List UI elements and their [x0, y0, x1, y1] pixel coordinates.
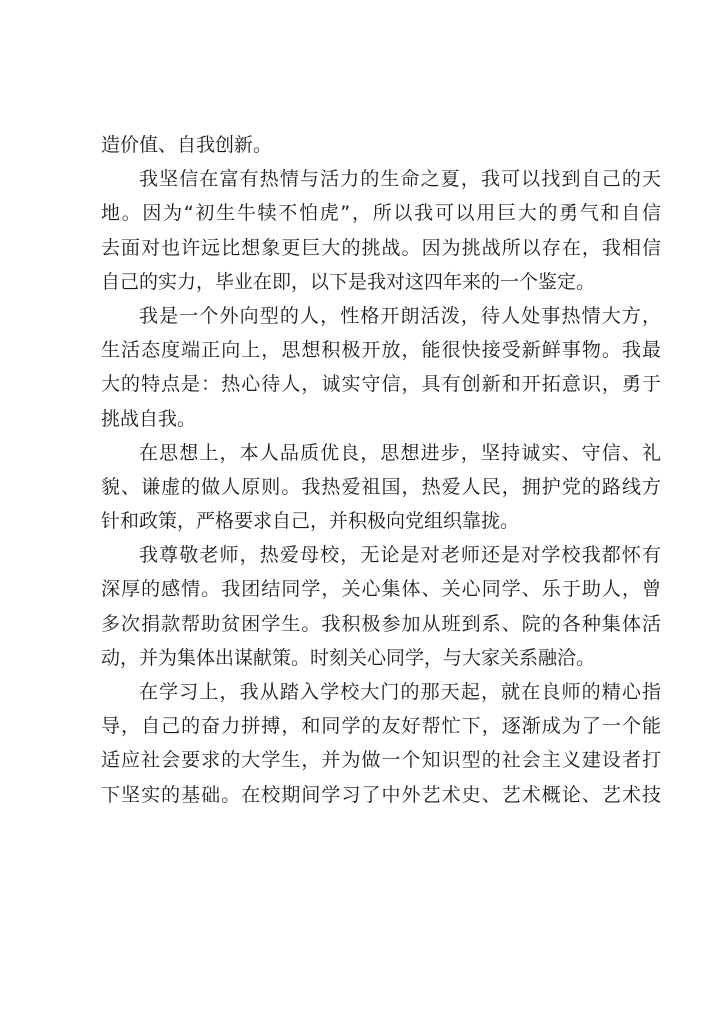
- text-line: 我是一个外向型的人，性格开朗活泼，待人处事热情大方，: [139, 304, 661, 327]
- text-line: 多次捐款帮助贫困学生。我积极参加从班到系、院的各种集体活: [101, 612, 661, 635]
- text-line: 造价值、自我创新。: [101, 134, 273, 156]
- text-line: 去面对也许远比想象更巨大的挑战。因为挑战所以存在，我相信: [101, 236, 661, 259]
- paragraph: [101, 538, 661, 675]
- text-line: 地。因为“初生牛犊不怕虎”，所以我可以用巨大的勇气和自信: [101, 202, 661, 225]
- text-line: 深厚的感情。我团结同学，关心集体、关心同学、乐于助人，曾: [101, 578, 661, 601]
- text-line: 导，自己的奋力拼搏，和同学的友好帮忙下，逐渐成为了一个能: [101, 715, 661, 738]
- text-line: 貌、谦虚的做人原则。我热爱祖国，热爱人民，拥护党的路线方: [101, 475, 661, 498]
- text-line: 在思想上，本人品质优良，思想进步，坚持诚实、守信、礼: [139, 441, 661, 464]
- text-line: 自己的实力，毕业在即，以下是我对这四年来的一个鉴定。: [101, 270, 596, 293]
- paragraph: [101, 436, 661, 539]
- text-line: 下坚实的基础。在校期间学习了中外艺术史、艺术概论、艺术技: [101, 783, 661, 806]
- text-line: 适应社会要求的大学生，并为做一个知识型的社会主义建设者打: [101, 749, 661, 772]
- paragraph: [101, 128, 661, 162]
- text-line: 针和政策，严格要求自己，并积极向党组织靠拢。: [101, 510, 520, 533]
- text-line: 动，并为集体出谋献策。时刻关心同学，与大家关系融洽。: [101, 646, 596, 669]
- text-line: 在学习上，我从踏入学校大门的那天起，就在良师的精心指: [139, 681, 661, 703]
- paragraph: [101, 299, 661, 436]
- paragraph: [101, 162, 661, 299]
- document-body: [101, 128, 661, 812]
- text-line: 生活态度端正向上，思想积极开放，能很快接受新鲜事物。我最: [101, 339, 661, 362]
- text-line: 挑战自我。: [101, 407, 197, 430]
- text-line: 大的特点是：热心待人，诚实守信，具有创新和开拓意识，勇于: [101, 373, 661, 396]
- text-line: 我尊敬老师，热爱母校，无论是对老师还是对学校我都怀有: [139, 544, 661, 567]
- text-line: 我坚信在富有热情与活力的生命之夏，我可以找到自己的天: [139, 168, 661, 191]
- paragraph: [101, 675, 661, 812]
